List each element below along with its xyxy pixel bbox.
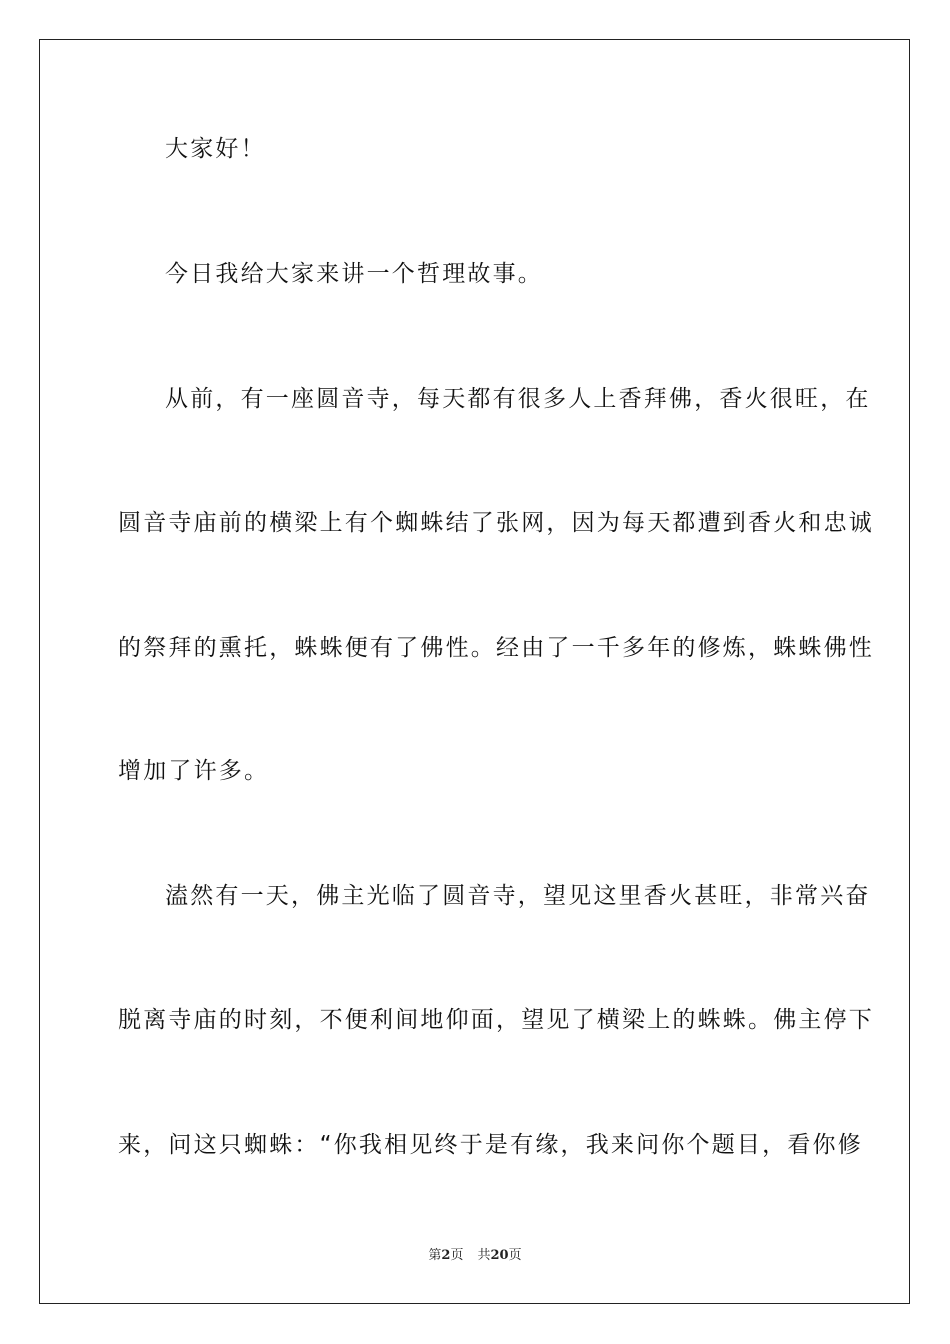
page-prefix: 第 bbox=[428, 1248, 442, 1263]
page-suffix: 页 bbox=[450, 1248, 464, 1263]
page-border bbox=[39, 39, 910, 1304]
greeting-line: 大家好！ bbox=[165, 136, 266, 162]
paragraph-line: 脱离寺庙的时刻，不便利间地仰面，望见了横梁上的蛛蛛。佛主停下 bbox=[118, 1007, 874, 1033]
total-prefix: 共 bbox=[477, 1248, 491, 1263]
page-number: 2 bbox=[441, 1248, 451, 1263]
paragraph-line: 来，问这只蜘蛛：“你我相见终于是有缘，我来问你个题目，看你修 bbox=[118, 1132, 863, 1158]
page-footer bbox=[0, 1247, 950, 1265]
paragraph-line: 从前，有一座圆音寺，每天都有很多人上香拜佛，香火很旺，在 bbox=[165, 386, 871, 412]
total-suffix: 页 bbox=[508, 1248, 522, 1263]
total-pages: 20 bbox=[490, 1248, 509, 1263]
paragraph-line: 的祭拜的熏托，蛛蛛便有了佛性。经由了一千多年的修炼，蛛蛛佛性 bbox=[118, 635, 874, 661]
paragraph-line: 溘然有一天，佛主光临了圆音寺，望见这里香火甚旺，非常兴奋 bbox=[165, 883, 871, 909]
paragraph-line: 增加了许多。 bbox=[118, 758, 270, 784]
intro-line: 今日我给大家来讲一个哲理故事。 bbox=[165, 261, 543, 287]
paragraph-line: 圆音寺庙前的横梁上有个蜘蛛结了张网，因为每天都遭到香火和忠诚 bbox=[118, 510, 874, 536]
